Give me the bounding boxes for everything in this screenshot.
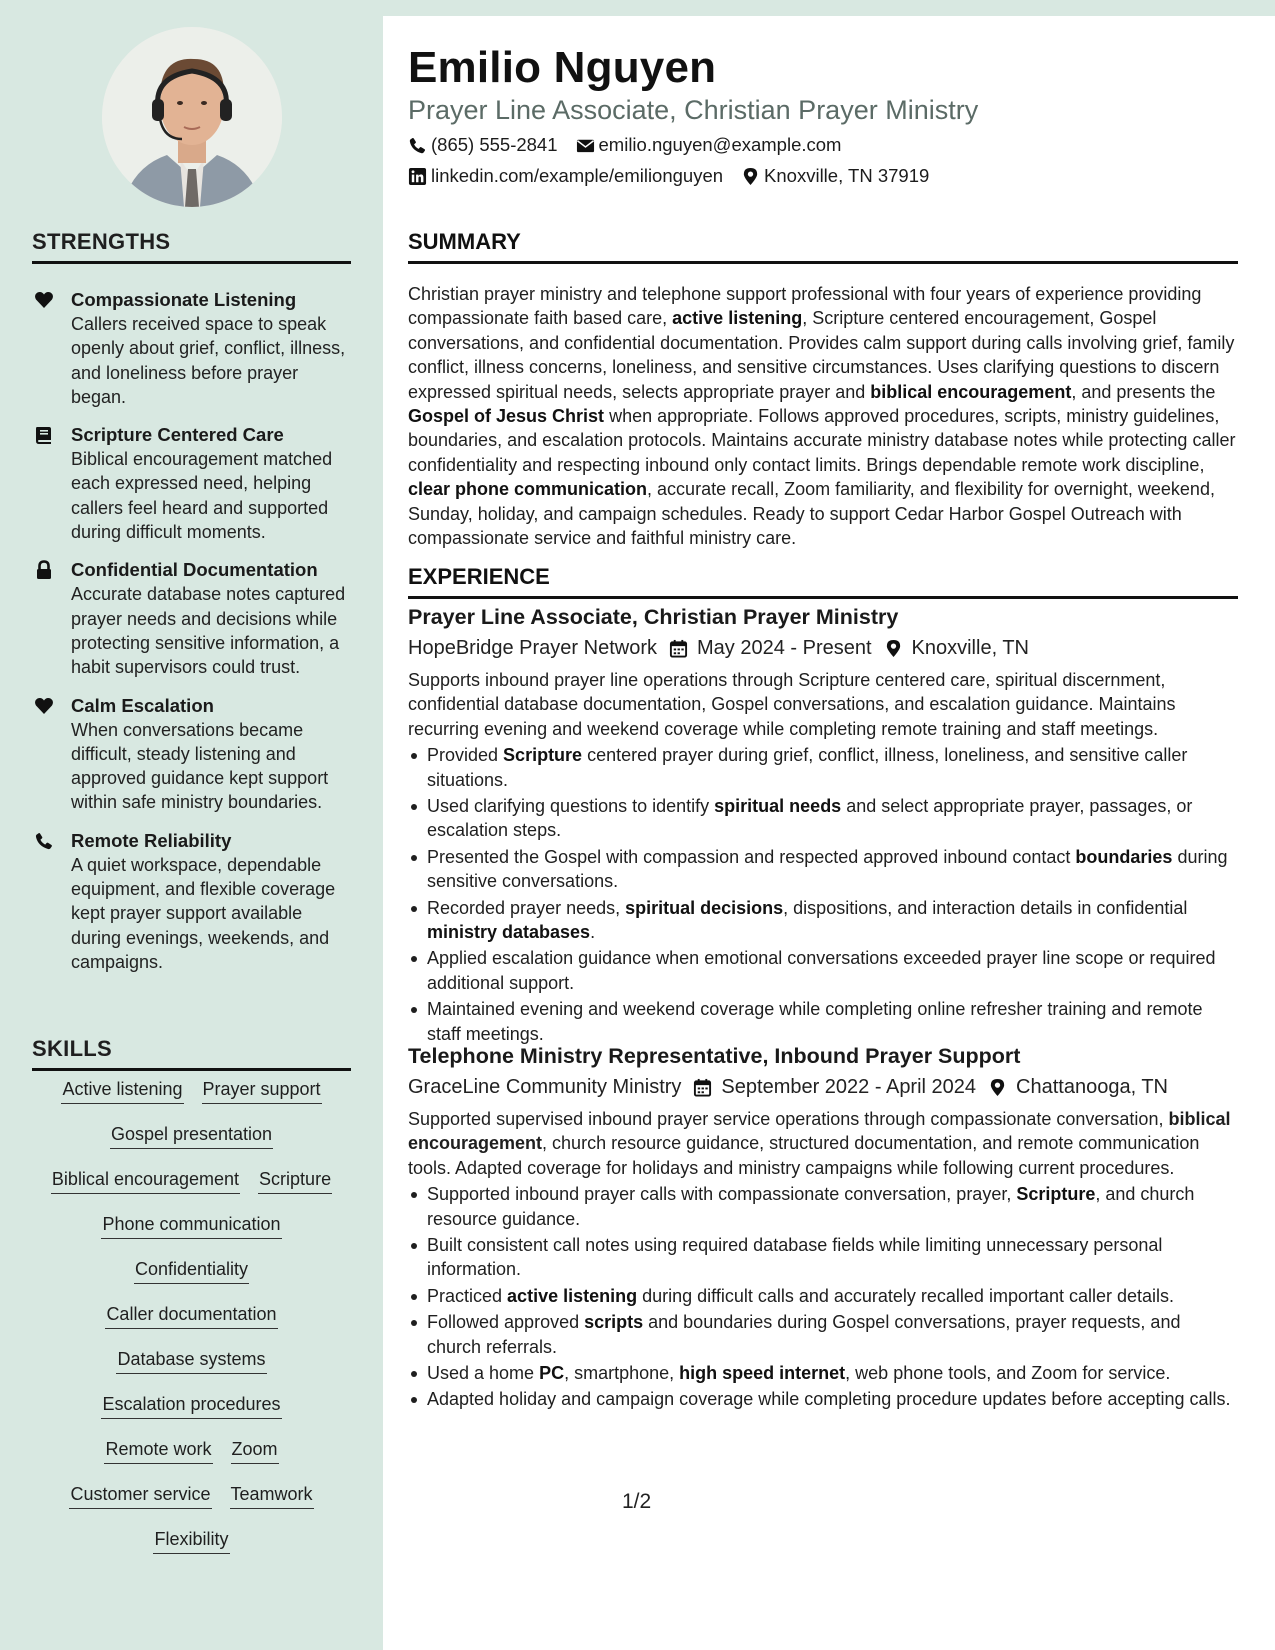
skill-tag: Prayer support — [202, 1078, 322, 1104]
job-description: Supports inbound prayer line operations through Scripture centered care, spiritual discernment, confidential database documentation, Gospel conversations, and escalation guidance. Maintains recurring evening and weekend coverage while completing remote training and staff meetings. — [408, 670, 1176, 739]
skills-list — [32, 1078, 351, 1573]
job-bullets — [408, 743, 1238, 1046]
location-text: Knoxville, TN 37919 — [764, 165, 930, 186]
skill-tag: Flexibility — [153, 1528, 229, 1554]
strength-title: Confidential Documentation — [71, 559, 318, 581]
skill-tag: Active listening — [61, 1078, 183, 1104]
page-number: 1/2 — [622, 1490, 652, 1513]
skill-tag: Zoom — [231, 1438, 279, 1464]
map-pin-icon — [884, 639, 903, 658]
skill-tag: Database systems — [116, 1348, 266, 1374]
job-bullet: Provided Scripture centered prayer during grief, conflict, illness, loneliness, and sensitive caller situations. — [408, 743, 1238, 792]
job-bullet: Used clarifying questions to identify spiritual needs and select appropriate prayer, passages, or escalation steps. — [408, 794, 1238, 843]
skill-tag: Caller documentation — [105, 1303, 277, 1329]
email-link[interactable]: emilio.nguyen@example.com — [598, 134, 842, 155]
strength-desc: When conversations became difficult, steady listening and approved guidance kept support within safe ministry boundaries. — [71, 719, 329, 813]
skills-heading: SKILLS — [32, 1036, 351, 1071]
strength-title: Compassionate Listening — [71, 289, 297, 310]
job-bullet: Used a home PC, smartphone, high speed internet, web phone tools, and Zoom for service. — [408, 1361, 1238, 1385]
skill-tag: Teamwork — [230, 1483, 314, 1509]
job-title: Prayer Line Associate, Christian Prayer Ministry — [408, 605, 899, 629]
summary-heading: SUMMARY — [408, 229, 1238, 264]
job-bullets — [408, 1182, 1238, 1412]
strength-desc: Biblical encouragement matched each expressed need, helping callers feel heard and supported during difficult moments. — [71, 449, 333, 543]
contact-row-1 — [408, 134, 841, 156]
sidebar — [0, 0, 383, 1650]
phone-icon — [408, 136, 427, 155]
strength-item — [32, 423, 352, 544]
job-bullet: Recorded prayer needs, spiritual decisions, dispositions, and interaction details in confidential ministry databases. — [408, 896, 1238, 945]
map-pin-icon — [741, 167, 760, 186]
job-bullet: Presented the Gospel with compassion and respected approved inbound contact boundaries during sensitive conversations. — [408, 845, 1238, 894]
job-dates: May 2024 - Present — [697, 637, 872, 659]
skill-tag: Biblical encouragement — [51, 1168, 240, 1194]
job-meta — [408, 1072, 1238, 1102]
skill-tag: Escalation procedures — [101, 1393, 281, 1419]
lock-icon — [34, 560, 54, 580]
phone-icon — [34, 831, 54, 851]
main-content — [383, 16, 1275, 1650]
job-entry — [408, 603, 1238, 1048]
candidate-name: Emilio Nguyen — [408, 43, 717, 92]
linkedin-icon — [408, 167, 427, 186]
strength-desc: A quiet workspace, dependable equipment, and flexible coverage kept prayer support available during evenings, weekends, and campaigns. — [71, 854, 336, 972]
summary-text: Christian prayer ministry and telephone support professional with four years of experience providing compassionate faith based care, active listening, Scripture centered encouragement, Gospel conversations, and confidential documentation. Provides calm support during calls involving grief, family conflict, illness concerns, loneliness, and sensitive circumstances. Uses clarifying questions to discern expressed spiritual needs, selects appropriate prayer and biblical encouragement, and presents the Gospel of Jesus Christ when appropriate. Follows approved procedures, scripts, ministry guidelines, boundaries, and escalation protocols. Maintains accurate ministry database notes while protecting caller confidentiality and respecting inbound only contact limits. Brings dependable remote work discipline, clear phone communication, accurate recall, Zoom familiarity, and flexibility for overnight, weekend, Sunday, holiday, and campaign schedules. Ready to support Cedar Harbor Gospel Outreach with compassionate service and faithful ministry care. — [408, 284, 1236, 549]
book-icon — [34, 425, 54, 445]
phone-number[interactable]: (865) 555-2841 — [431, 134, 558, 155]
avatar — [102, 27, 282, 207]
strengths-heading: STRENGTHS — [32, 229, 351, 264]
job-description: Supported supervised inbound prayer service operations through compassionate conversation, biblical encouragement, church resource guidance, structured documentation, and remote communication tools. Adapted coverage for holidays and ministry campaigns while following current procedures. — [408, 1109, 1231, 1178]
job-bullet: Applied escalation guidance when emotional conversations exceeded prayer line scope or required additional support. — [408, 946, 1238, 995]
job-bullet: Maintained evening and weekend coverage while completing online refresher training and remote staff meetings. — [408, 997, 1238, 1046]
contact-row-2 — [408, 165, 929, 187]
strength-title: Calm Escalation — [71, 694, 214, 716]
job-bullet: Followed approved scripts and boundaries during Gospel conversations, prayer requests, and church referrals. — [408, 1310, 1238, 1359]
job-company: HopeBridge Prayer Network — [408, 637, 657, 659]
job-location: Chattanooga, TN — [1016, 1076, 1168, 1098]
skill-tag: Phone communication — [101, 1213, 281, 1239]
envelope-icon — [576, 136, 595, 155]
strength-title: Remote Reliability — [71, 829, 232, 851]
job-bullet: Supported inbound prayer calls with compassionate conversation, prayer, Scripture, and church resource guidance. — [408, 1182, 1238, 1231]
job-entry — [408, 1042, 1238, 1414]
skill-tag: Remote work — [104, 1438, 212, 1464]
skill-tag: Gospel presentation — [110, 1123, 273, 1149]
linkedin-link[interactable]: linkedin.com/example/emilionguyen — [431, 165, 724, 186]
calendar-icon — [693, 1078, 712, 1097]
strength-title: Scripture Centered Care — [71, 424, 284, 446]
strength-item — [32, 288, 352, 409]
strength-item — [32, 694, 352, 815]
job-bullet: Adapted holiday and campaign coverage while completing procedure updates before accepting calls. — [408, 1387, 1238, 1411]
heart-icon — [34, 696, 54, 716]
candidate-role: Prayer Line Associate, Christian Prayer Ministry — [408, 95, 979, 125]
job-bullet: Built consistent call notes using required database fields while limiting unnecessary personal information. — [408, 1233, 1238, 1282]
job-bullet: Practiced active listening during difficult calls and accurately recalled important caller details. — [408, 1284, 1238, 1308]
strength-desc: Accurate database notes captured prayer needs and decisions while protecting sensitive information, a habit supervisors could trust. — [71, 584, 346, 678]
heart-icon — [34, 290, 54, 310]
job-dates: September 2022 - April 2024 — [721, 1076, 977, 1098]
job-company: GraceLine Community Ministry — [408, 1076, 682, 1098]
strengths-list — [32, 288, 352, 988]
experience-heading: EXPERIENCE — [408, 564, 1238, 599]
map-pin-icon — [988, 1078, 1007, 1097]
job-title: Telephone Ministry Representative, Inbound Prayer Support — [408, 1044, 1021, 1068]
profile-photo — [102, 27, 282, 207]
job-location: Knoxville, TN — [911, 637, 1029, 659]
skill-tag: Confidentiality — [134, 1258, 249, 1284]
skill-tag: Customer service — [69, 1483, 211, 1509]
strength-desc: Callers received space to speak openly about grief, conflict, illness, and loneliness before prayer began. — [71, 314, 346, 407]
strength-item — [32, 829, 352, 974]
strength-item — [32, 558, 352, 679]
job-meta — [408, 633, 1238, 663]
calendar-icon — [669, 639, 688, 658]
skill-tag: Scripture — [258, 1168, 332, 1194]
